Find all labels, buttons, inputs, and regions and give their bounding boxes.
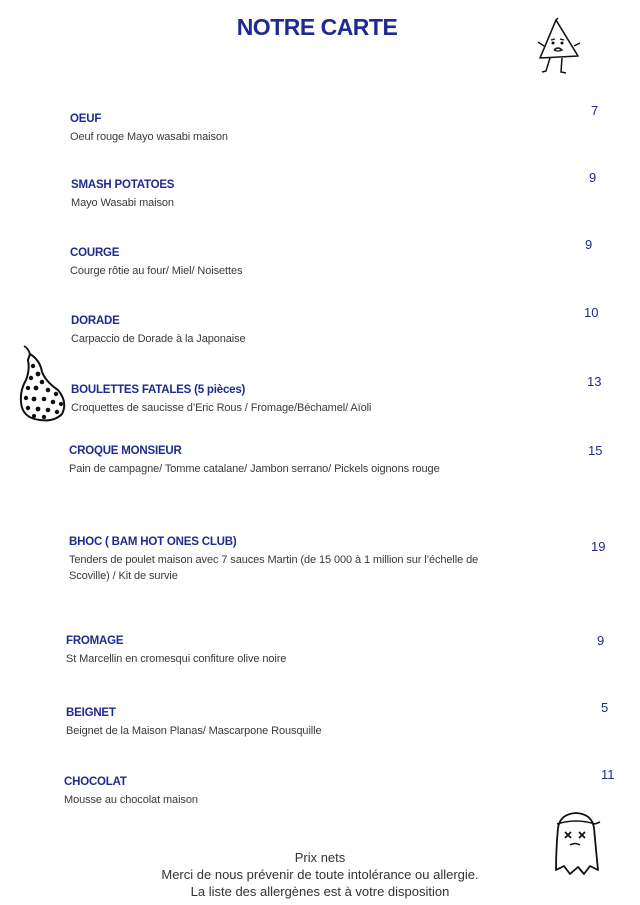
menu-item-price: 11 [601, 767, 615, 782]
menu-item-courge [70, 246, 480, 279]
menu-item-price: 19 [591, 539, 606, 554]
menu-item-name: CROQUE MONSIEUR [69, 445, 182, 457]
menu-item-description: Beignet de la Maison Planas/ Mascarpone Rousquille [66, 725, 322, 737]
menu-item-name: FROMAGE [66, 635, 124, 647]
triangle-character-icon [534, 16, 584, 78]
menu-item-name: DORADE [71, 315, 120, 327]
menu-item-price: 9 [589, 170, 597, 185]
menu-item-description: Oeuf rouge Mayo wasabi maison [70, 131, 228, 143]
page-title: NOTRE CARTE [236, 14, 398, 40]
pear-doodle-icon [18, 344, 70, 424]
menu-item-chocolat [64, 775, 474, 808]
menu-item-description: Croquettes de saucisse d’Eric Rous / Fromage/Béchamel/ Aïoli [71, 402, 372, 414]
menu-item-description: Mayo Wasabi maison [71, 197, 174, 209]
menu-item-price: 13 [587, 374, 602, 389]
menu-item-smash-potatoes [71, 178, 481, 211]
menu-item-price: 9 [597, 633, 605, 648]
menu-item-price: 5 [601, 700, 609, 715]
menu-item-name: OEUF [70, 113, 102, 125]
menu-item-croque-monsieur [69, 444, 479, 477]
menu-item-name: CHOCOLAT [64, 776, 127, 788]
menu-item-description: Tenders de poulet maison avec 7 sauces Martin (de 15 000 à 1 million sur l’échelle de Scoville) / Kit de survie [69, 554, 479, 582]
menu-item-name: SMASH POTATOES [71, 179, 175, 191]
menu-item-dorade [71, 314, 481, 347]
menu-item-description: Pain de campagne/ Tomme catalane/ Jambon serrano/ Pickels oignons rouge [69, 463, 440, 475]
menu-item-price: 10 [584, 305, 599, 320]
footer-allergy-note: Merci de nous prévenir de toute intolérance ou allergie. [161, 867, 479, 882]
menu-item-description: Mousse au chocolat maison [64, 794, 198, 806]
menu-item-name: BOULETTES FATALES (5 pièces) [71, 384, 246, 396]
menu-item-price: 7 [591, 103, 599, 118]
menu-item-description: Carpaccio de Dorade à la Japonaise [71, 333, 246, 345]
menu-item-description: St Marcellin en cromesqui confiture olive noire [66, 653, 287, 665]
menu-item-fromage [66, 634, 476, 667]
footer-allergen-list-note: La liste des allergènes est à votre disposition [190, 884, 450, 899]
menu-item-price: 9 [585, 237, 593, 252]
menu-item-name: BHOC ( BAM HOT ONES CLUB) [69, 536, 237, 548]
footer-prices-note: Prix nets [294, 850, 346, 865]
menu-item-bhoc [69, 535, 479, 584]
menu-item-description: Courge rôtie au four/ Miel/ Noisettes [70, 265, 243, 277]
menu-item-oeuf [70, 112, 480, 145]
menu-item-name: BEIGNET [66, 707, 116, 719]
footer [0, 849, 640, 900]
menu-item-beignet [66, 706, 476, 739]
menu-item-price: 15 [588, 443, 603, 458]
menu-item-name: COURGE [70, 247, 120, 259]
menu-item-boulettes-fatales [71, 383, 471, 416]
